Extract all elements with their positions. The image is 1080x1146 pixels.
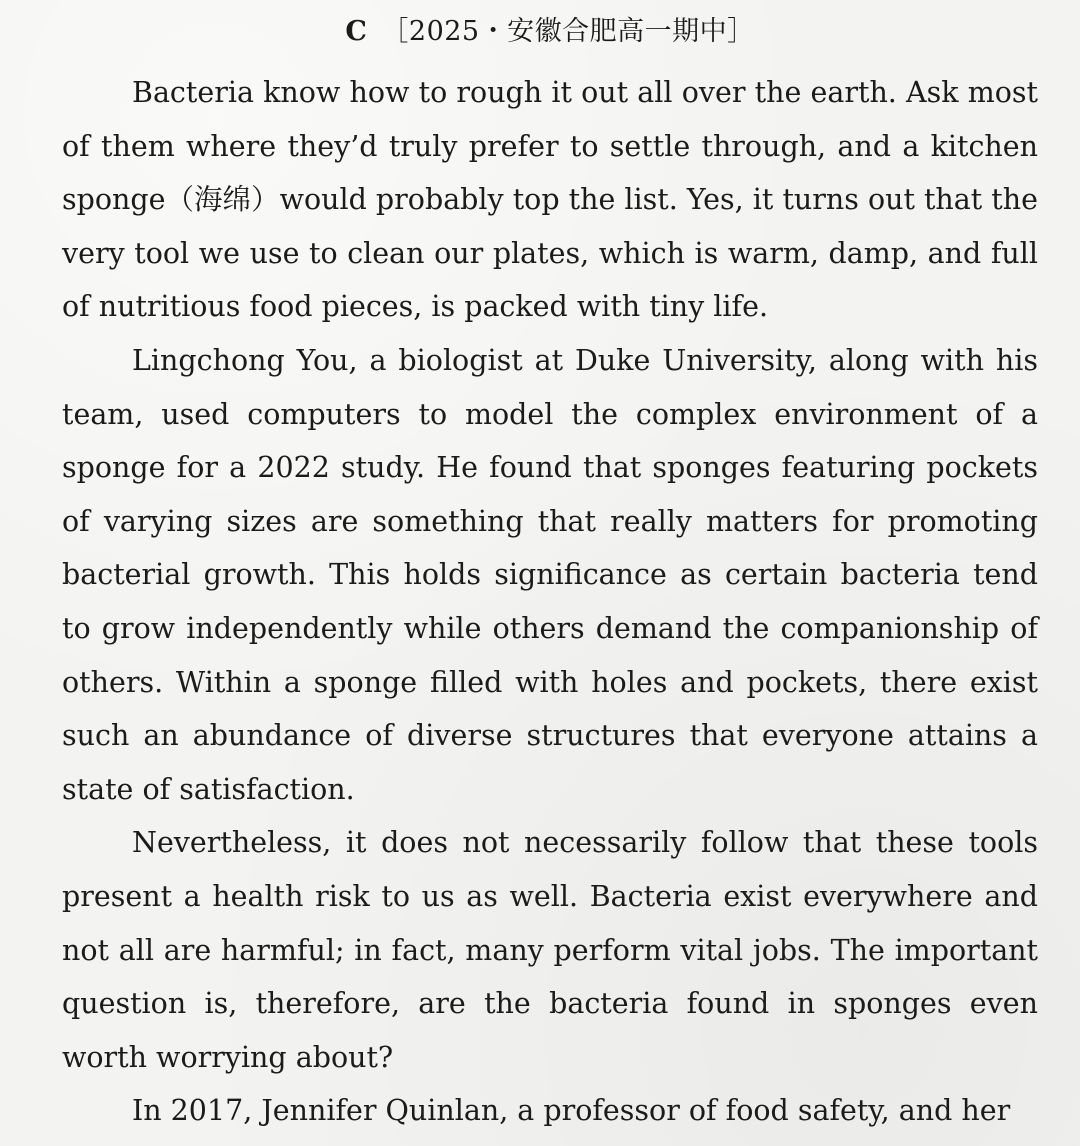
paragraph-1: Bacteria know how to rough it out all over the earth. Ask most of them where they’d truly prefer to settle through, and a kitchen sponge（海绵）would probably top the list. Yes, it turns out that the very tool we use to clean our plates, which is warm, damp, and full of nutritious food pieces, is packed with tiny life.: [62, 76, 1038, 324]
paragraph-2: Lingchong You, a biologist at Duke University, along with his team, used computers to model the complex environment of a sponge for a 2022 study. He found that sponges featuring pockets of varying sizes are something that really matters for promoting bacterial growth. This holds significance as certain bacteria tend to grow independently while others demand the companionship of others. Within a sponge filled with holes and pockets, there exist such an abundance of diverse structures that everyone attains a state of satisfaction.: [62, 343, 1038, 806]
paragraph-4: In 2017, Jennifer Quinlan, a professor of food safety, and her: [132, 1094, 1011, 1128]
passage-label: C: [345, 16, 368, 47]
passage-source: ［2025・安徽合肥高一期中］: [381, 16, 755, 47]
passage-heading: [62, 12, 1038, 52]
paragraph-3: Nevertheless, it does not necessarily follow that these tools present a health risk to us as well. Bacteria exist everywhere and not all are harmful; in fact, many perform vital jobs. The important question is, therefore, are the bacteria found in sponges even worth worrying about?: [62, 826, 1038, 1074]
